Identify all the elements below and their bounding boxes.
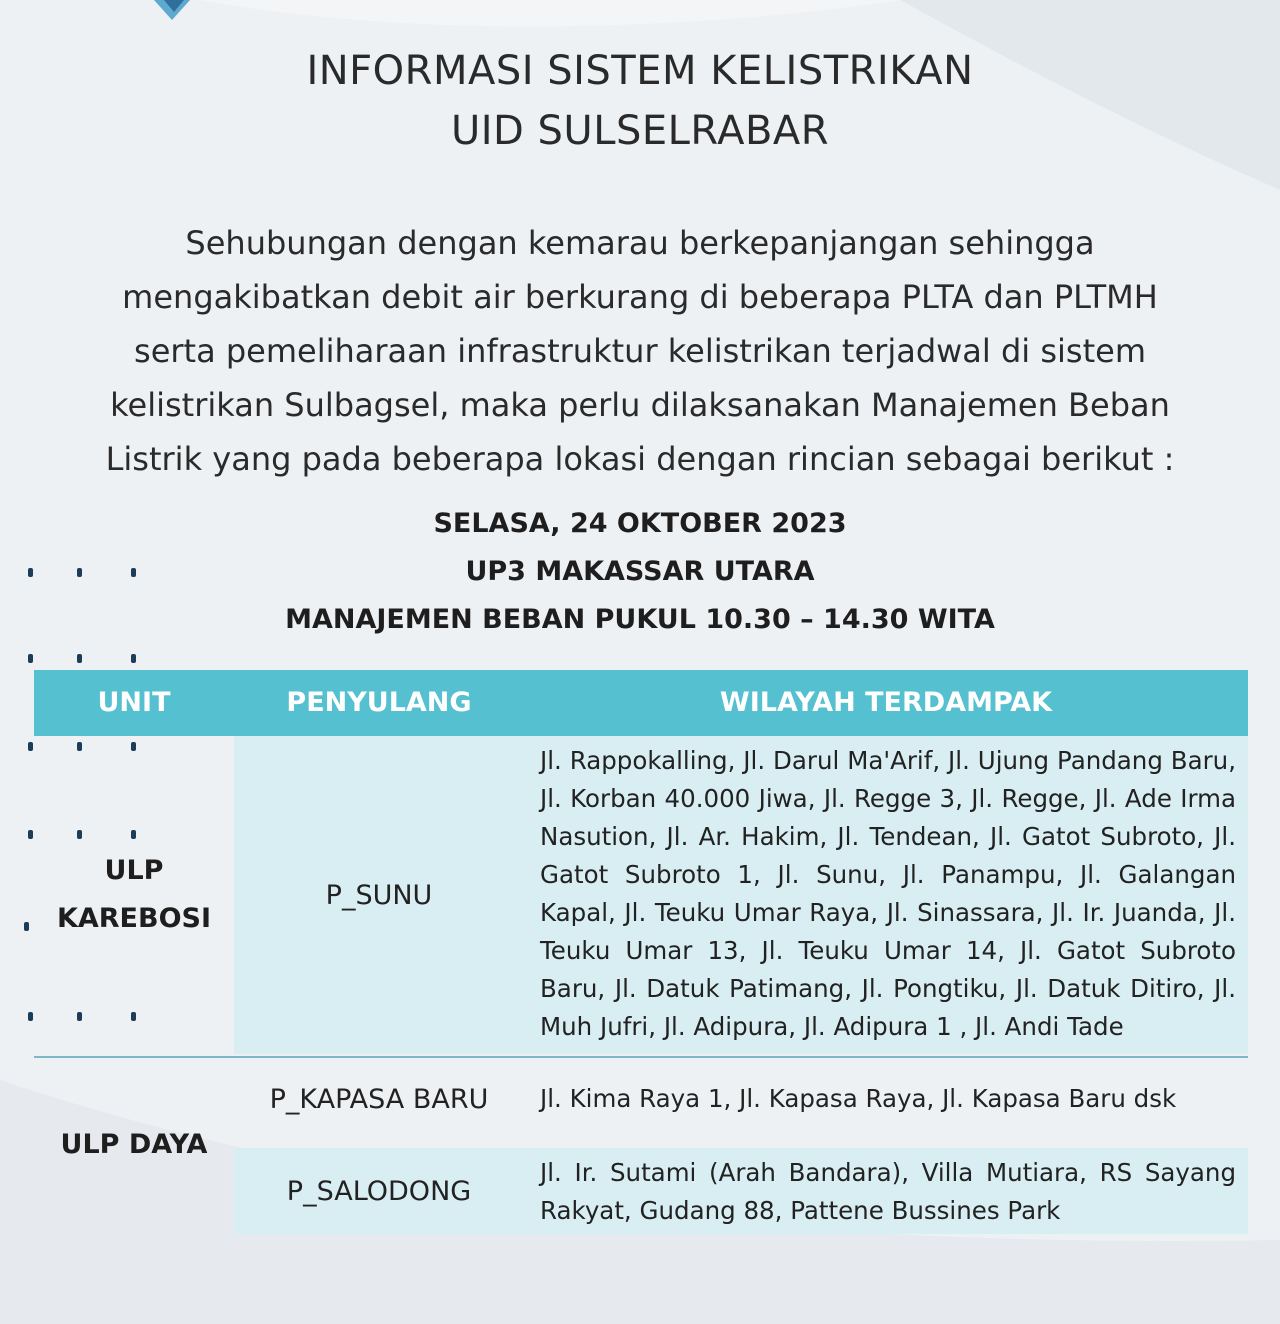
table-row-unit-daya <box>34 1060 234 1230</box>
intro-line: Sehubungan dengan kemarau berkepanjangan sehingga <box>185 224 1095 262</box>
unit-label-line-2: KAREBOSI <box>56 903 212 934</box>
feeder-cell-sunu <box>234 736 524 1054</box>
feeder-label: P_SALODONG <box>286 1175 472 1207</box>
page-title-line-1: INFORMASI SISTEM KELISTRIKAN <box>306 48 974 94</box>
area-cell-kapasa-baru <box>524 1060 1248 1138</box>
feeder-label: P_KAPASA BARU <box>269 1083 489 1115</box>
schedule-time: MANAJEMEN BEBAN PUKUL 10.30 – 14.30 WITA <box>285 604 995 635</box>
area-cell-salodong: Jl. Ir. Sutami (Arah Bandara), Villa Mutiara, RS Sayang Rakyat, Gudang 88, Pattene Bussines Park <box>524 1148 1248 1234</box>
table-header <box>34 670 1248 736</box>
header-feeder: PENYULANG <box>286 687 472 718</box>
header-unit: UNIT <box>97 687 171 718</box>
intro-line: mengakibatkan debit air berkurang di beberapa PLTA dan PLTMH <box>122 278 1158 316</box>
page-title-line-2: UID SULSELRABAR <box>450 108 830 154</box>
area-text: Jl. Kima Raya 1, Jl. Kapasa Raya, Jl. Kapasa Baru dsk <box>540 1084 1177 1113</box>
feeder-cell-salodong <box>234 1148 524 1234</box>
table-row-unit-karebosi <box>34 736 234 1054</box>
row-divider <box>34 1056 1248 1058</box>
intro-line: Listrik yang pada beberapa lokasi dengan rincian sebagai berikut : <box>105 440 1175 478</box>
header-affected-area: WILAYAH TERDAMPAK <box>719 687 1053 718</box>
unit-label-line-1: ULP <box>104 855 164 886</box>
intro-paragraph <box>70 216 1210 486</box>
feeder-cell-kapasa-baru <box>234 1060 524 1138</box>
logo-fragment-icon <box>150 0 210 22</box>
schedule-unit: UP3 MAKASSAR UTARA <box>465 556 815 587</box>
unit-label: ULP DAYA <box>60 1129 208 1160</box>
intro-line: kelistrikan Sulbagsel, maka perlu dilaksanakan Manajemen Beban <box>110 386 1170 424</box>
intro-line: serta pemeliharaan infrastruktur kelistrikan terjadwal di sistem <box>134 332 1146 370</box>
feeder-label: P_SUNU <box>325 879 433 911</box>
schedule-date: SELASA, 24 OKTOBER 2023 <box>433 508 847 539</box>
area-cell-sunu: Jl. Rappokalling, Jl. Darul Ma'Arif, Jl. Ujung Pandang Baru, Jl. Korban 40.000 Jiwa, Jl. Regge 3, Jl. Regge, Jl. Ade Irma Nasution, Jl. Ar. Hakim, Jl. Tendean, Jl. Gatot Subroto, Jl. Gatot Subroto 1, Jl. Sunu, Jl. Panampu, Jl. Galangan Kapal, Jl. Teuku Umar Raya, Jl. Sinassara, Jl. Ir. Juanda, Jl. Teuku Umar 13, Jl. Teuku Umar 14, Jl. Gatot Subroto Baru, Jl. Datuk Patimang, Jl. Pongtiku, Jl. Datuk Ditiro, Jl. Muh Jufri, Jl. Adipura, Jl. Adipura 1 , Jl. Andi Tade <box>524 736 1248 1054</box>
